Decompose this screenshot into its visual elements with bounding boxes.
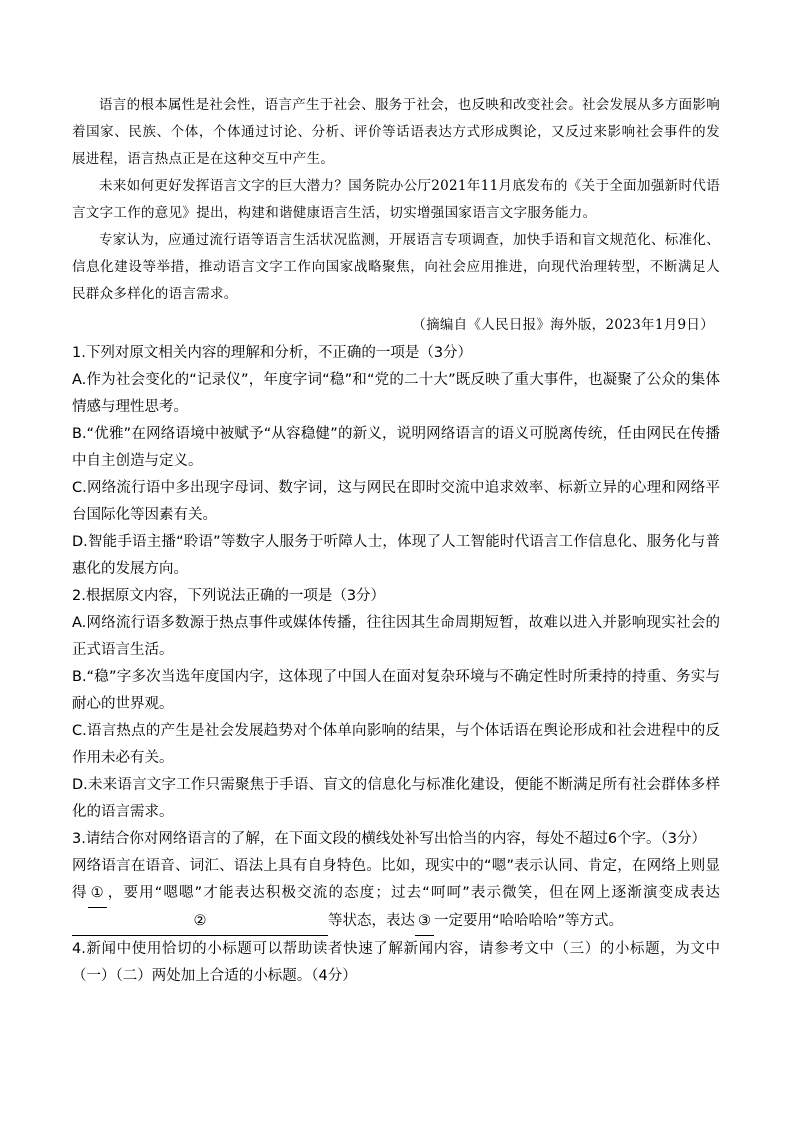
question-3-text-4: 一定要用“哈哈哈哈”等方式。 xyxy=(434,913,624,929)
question-3 xyxy=(72,826,720,936)
questions-section xyxy=(72,340,720,990)
reading-passage xyxy=(72,92,720,339)
question-2-option-c: C.语言热点的产生是社会发展趋势对个体单向影响的结果，与个体话语在舆论形成和社会进程中的反作用未必有关。 xyxy=(72,723,720,766)
question-4-stem: 4.新闻中使用恰切的小标题可以帮助读者快速了解新闻内容，请参考文中（三）的小标题，为文中（一）（二）两处加上合适的小标题。（4分） xyxy=(72,941,720,984)
question-2-option-a: A.网络流行语多数源于热点事件或媒体传播，往往因其生命周期短暂，故难以进入并影响现实社会的正式语言生活。 xyxy=(72,615,720,658)
question-3-text-2: ，要用“嗯嗯”才能表达积极交流的态度；过去“呵呵”表示微笑，但在网上逐渐演变成表达 xyxy=(106,885,721,901)
question-3-passage xyxy=(72,853,720,936)
question-4 xyxy=(72,936,720,990)
question-3-text-1: 网络语言在语音、词汇、语法上具有自身特色。比如，现实中的“嗯”表示认同、肯定，在网络上则显得 xyxy=(72,858,720,901)
question-1-option-d: D.智能手语主播“聆语”等数字人服务于听障人士，体现了人工智能时代语言工作信息化、服务化与普惠化的发展方向。 xyxy=(72,534,720,577)
question-1-option-a: A.作为社会变化的“记录仪”，年度字词“稳”和“党的二十大”既反映了重大事件，也凝聚了公众的集体情感与理性思考。 xyxy=(72,372,720,415)
question-1-stem: 1.下列对原文相关内容的理解和分析，不正确的一项是（3分） xyxy=(72,345,473,361)
question-1-option-b: B.“优雅”在网络语境中被赋予“从容稳健”的新义，说明网络语言的语义可脱离传统，任由网民在传播中自主创造与定义。 xyxy=(72,426,720,469)
question-2-option-b: B.“稳”字多次当选年度国内字，这体现了中国人在面对复杂环境与不确定性时所秉持的持重、务实与耐心的世界观。 xyxy=(72,669,720,712)
source-citation: （摘编自《人民日报》海外版，2023年1月9日） xyxy=(412,317,714,333)
question-2 xyxy=(72,583,720,826)
passage-paragraph-3: 专家认为，应通过流行语等语言生活状况监测，开展语言专项调查，加快手语和盲文规范化、标准化、信息化建设等举措，推动语言文字工作向国家战略聚焦，向社会应用推进，向现代治理转型，不断满足人民群众多样化的语言需求。 xyxy=(72,232,720,302)
question-1 xyxy=(72,340,720,583)
question-3-stem: 3.请结合你对网络语言的了解，在下面文段的横线处补写出恰当的内容，每处不超过6个字。（3分） xyxy=(72,831,707,847)
passage-paragraph-2: 未来如何更好发挥语言文字的巨大潜力？国务院办公厅2021年11月底发布的《关于全面加强新时代语言文字工作的意见》提出，构建和谐健康语言生活，切实增强国家语言文字服务能力。 xyxy=(72,178,720,221)
question-2-option-d: D.未来语言文字工作只需聚焦于手语、盲文的信息化与标准化建设，便能不断满足所有社会群体多样化的语言需求。 xyxy=(72,777,720,820)
answer-blank-1[interactable]: ① xyxy=(88,880,107,908)
question-1-option-c: C.网络流行语中多出现字母词、数字词，这与网民在即时交流中追求效率、标新立异的心理和网络平台国际化等因素有关。 xyxy=(72,480,720,523)
question-2-stem: 2.根据原文内容，下列说法正确的一项是（3分） xyxy=(72,588,386,604)
passage-paragraph-1: 语言的根本属性是社会性，语言产生于社会、服务于社会，也反映和改变社会。社会发展从多方面影响着国家、民族、个体，个体通过讨论、分析、评价等话语表达方式形成舆论，又反过来影响社会事件的发展进程，语言热点正是在这种交互中产生。 xyxy=(72,97,720,167)
answer-blank-3[interactable]: ③ xyxy=(415,908,434,936)
answer-blank-2[interactable]: ② xyxy=(72,908,328,936)
question-3-text-3: 等状态，表达 xyxy=(328,913,415,929)
